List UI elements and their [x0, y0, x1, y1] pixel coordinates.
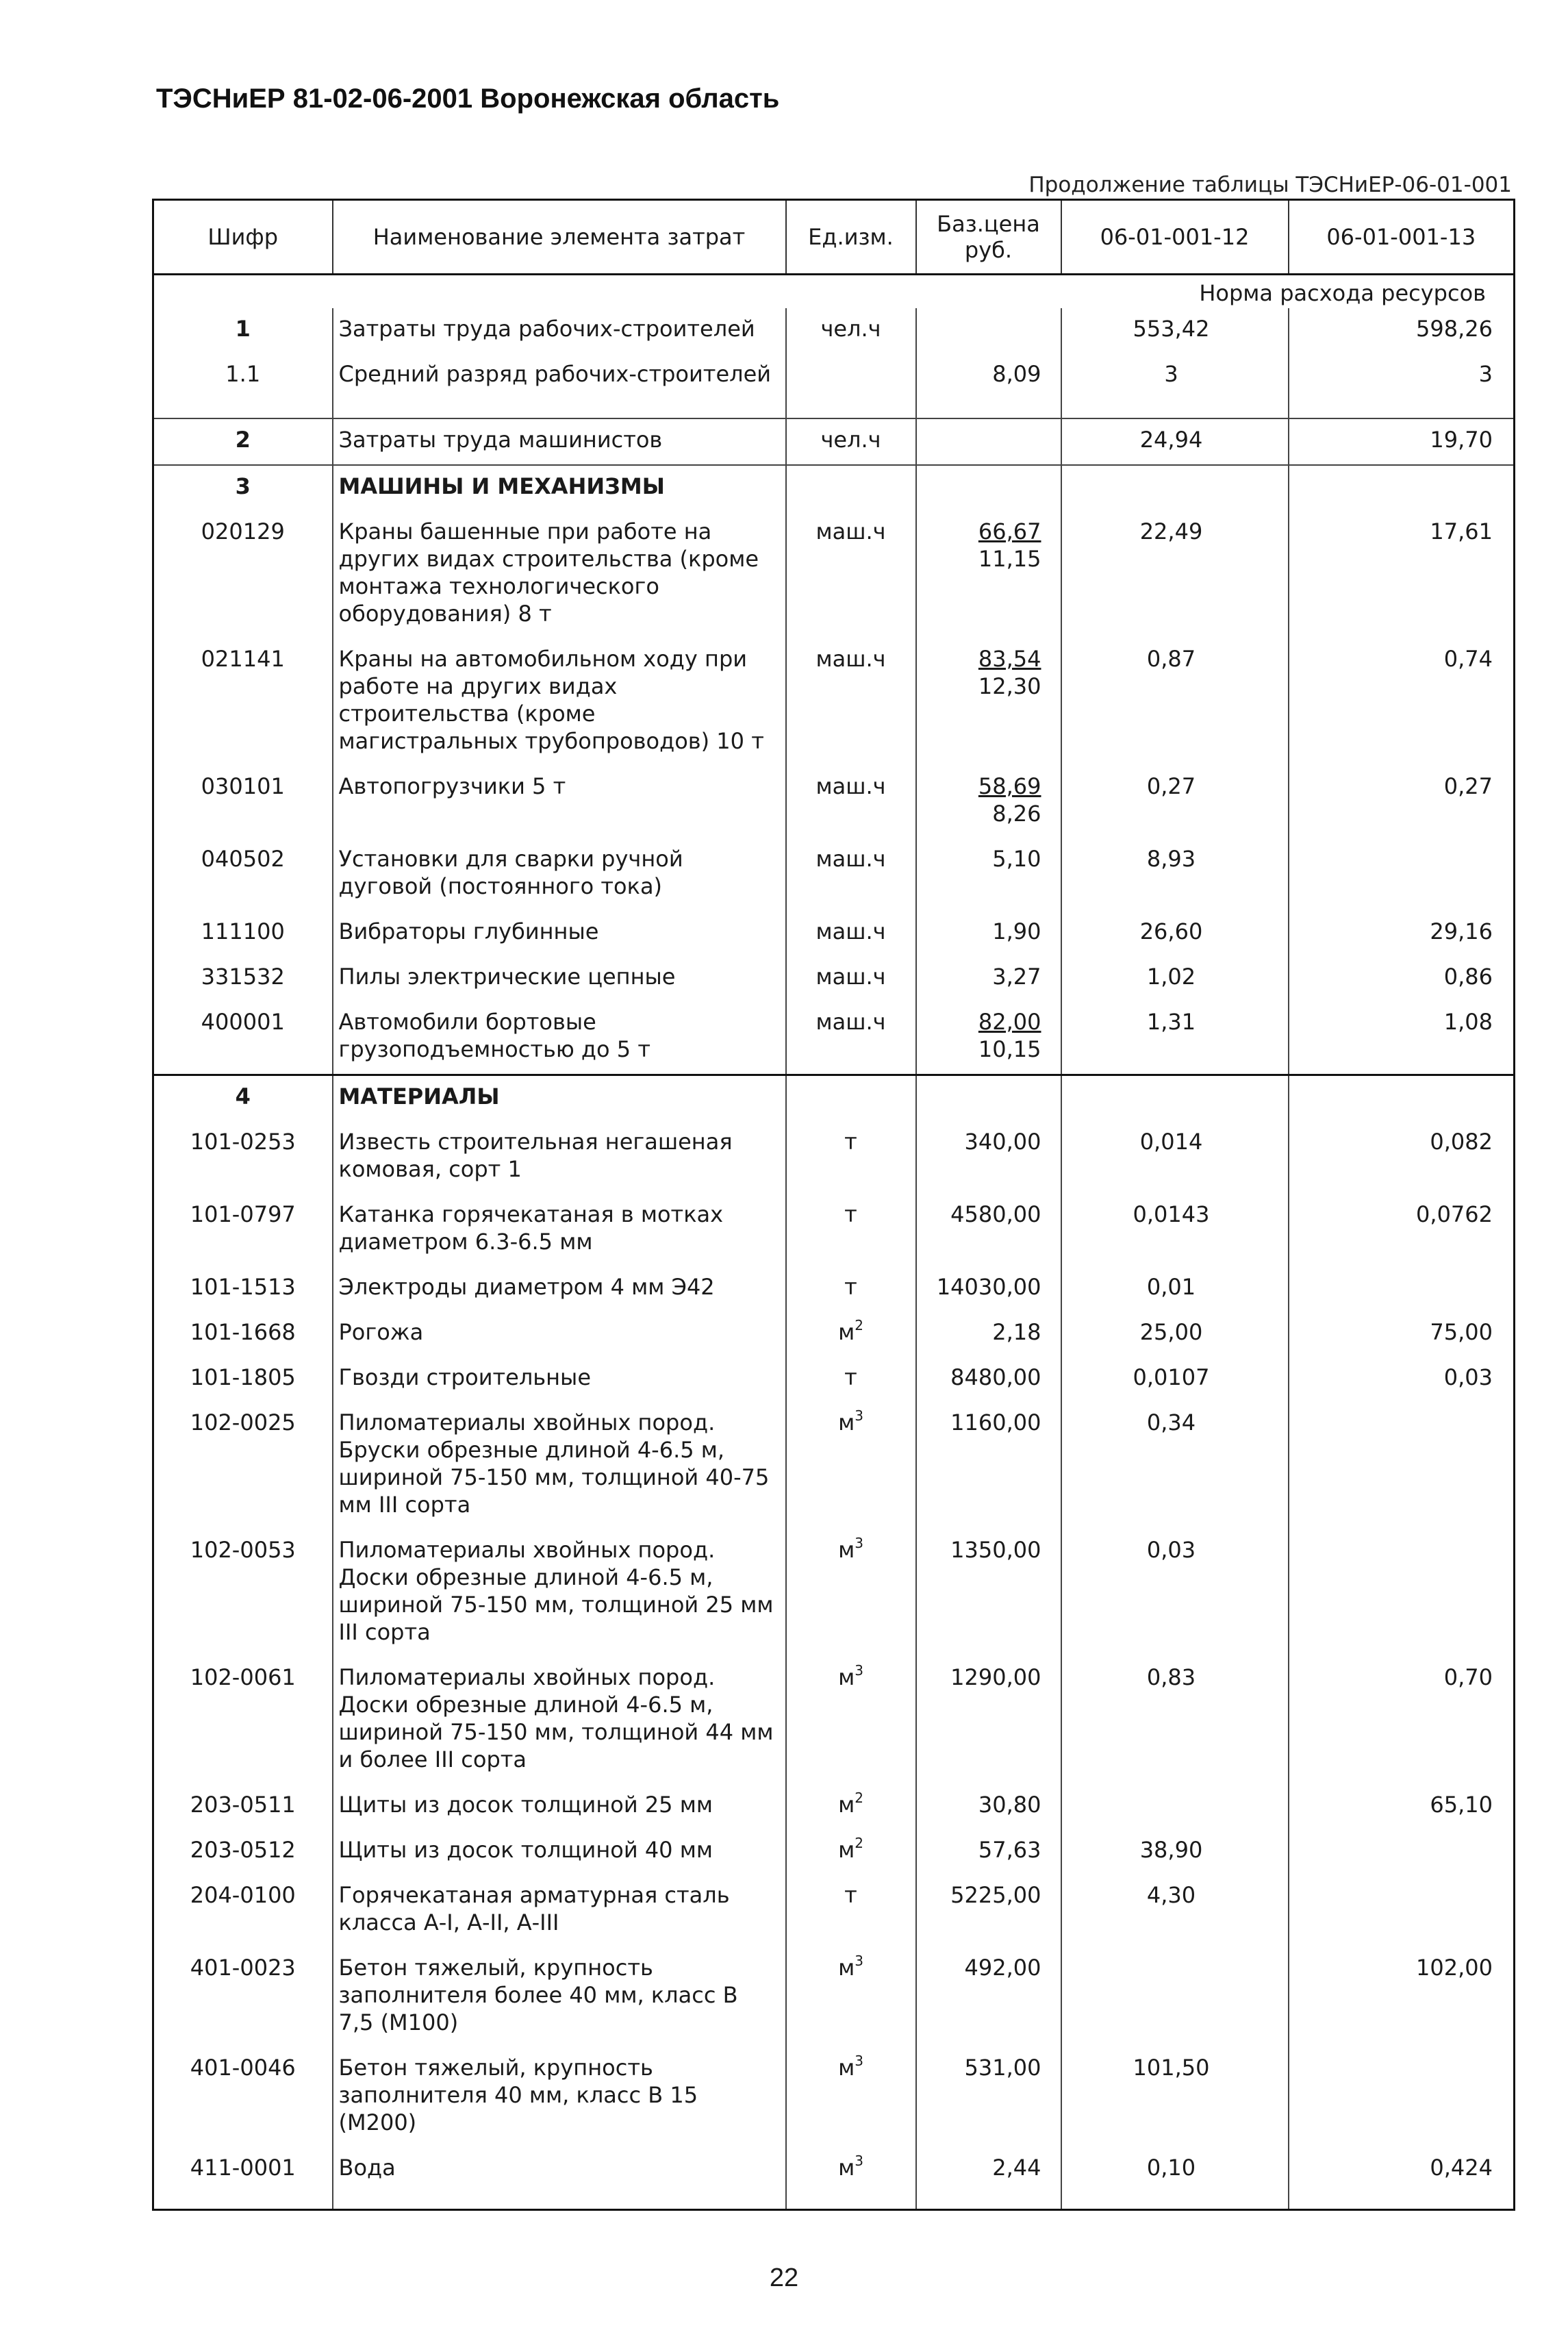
- cell-unit: [786, 911, 916, 956]
- table-row: [153, 1829, 1515, 1875]
- price-value: 1350,00: [950, 1537, 1041, 1563]
- price-value: 1160,00: [950, 1409, 1041, 1435]
- cell-unit: [786, 1194, 916, 1266]
- table-row: [153, 1357, 1515, 1402]
- cell-unit: [786, 511, 916, 638]
- header-price: Баз.цена руб.: [916, 200, 1061, 275]
- cell-norm-13: [1289, 1529, 1515, 1657]
- price-value: 1,90: [992, 918, 1041, 944]
- unit-text: маш.ч: [815, 964, 886, 990]
- cell-base-price: [916, 511, 1061, 638]
- cell-code: 030101: [201, 773, 285, 799]
- cell-code: 102-0025: [190, 1409, 296, 1435]
- cell-name: МАТЕРИАЛЫ: [333, 1075, 786, 1122]
- cell-code: 401-0046: [190, 2055, 296, 2081]
- table-body: [153, 275, 1515, 2210]
- cell-name: Автопогрузчики 5 т: [333, 766, 786, 838]
- table-row: [153, 838, 1515, 911]
- cell-base-price: [916, 838, 1061, 911]
- norm-label-row: [153, 275, 1515, 309]
- cell-code: 101-1805: [190, 1364, 296, 1390]
- cell-norm-12: 0,34: [1061, 1402, 1289, 1529]
- cell-code: 400001: [201, 1009, 285, 1035]
- cell-name: Горячекатаная арматурная сталь класса А-I, А-II, А-III: [333, 1875, 786, 1947]
- unit-text: маш.ч: [815, 773, 886, 799]
- table-row: [153, 1001, 1515, 1075]
- cell-norm-12: 0,83: [1061, 1657, 1289, 1784]
- cell-norm-13: [1289, 1266, 1515, 1312]
- cell-base-price: [916, 766, 1061, 838]
- cell-norm-13: 65,10: [1289, 1784, 1515, 1829]
- price-value: 3,27: [992, 964, 1041, 990]
- cell-name: Вибраторы глубинные: [333, 911, 786, 956]
- price-value: 1290,00: [950, 1664, 1041, 1690]
- cell-name: Краны башенные при работе на других видах строительства (кроме монтажа технологического оборудования) 8 т: [333, 511, 786, 638]
- cell-norm-12: 25,00: [1061, 1312, 1289, 1357]
- cell-name: Пиломатериалы хвойных пород. Доски обрезные длиной 4-6.5 м, шириной 75-150 мм, толщиной 25 мм III сорта: [333, 1529, 786, 1657]
- cell-norm-13: 102,00: [1289, 1947, 1515, 2047]
- cell-base-price: [916, 1121, 1061, 1194]
- cell-unit: [786, 1875, 916, 1947]
- cell-norm-12: 22,49: [1061, 511, 1289, 638]
- cell-norm-12: 0,87: [1061, 638, 1289, 766]
- price-value: 2,18: [992, 1319, 1041, 1345]
- table-row: [153, 2047, 1515, 2147]
- cell-norm-12: [1061, 1947, 1289, 2047]
- cell-code: 040502: [201, 846, 285, 872]
- unit-text: м: [838, 1955, 855, 1981]
- price-value: 531,00: [964, 2055, 1041, 2081]
- table-row: [153, 1121, 1515, 1194]
- price-value: 5225,00: [950, 1882, 1041, 1908]
- cell-unit: [786, 1357, 916, 1402]
- table-row: [153, 1266, 1515, 1312]
- table-row: [153, 638, 1515, 766]
- cell-unit: [786, 1947, 916, 2047]
- table-row: [153, 353, 1515, 418]
- cell-code: 020129: [201, 518, 285, 544]
- cell-base-price: [916, 1657, 1061, 1784]
- header-col-13: 06-01-001-13: [1289, 200, 1515, 275]
- table-row: [153, 465, 1515, 511]
- price-value: 4580,00: [950, 1201, 1041, 1227]
- cell-unit: [786, 838, 916, 911]
- cell-norm-13: 0,424: [1289, 2147, 1515, 2210]
- cell-norm-13: [1289, 1402, 1515, 1529]
- cell-norm-12: 0,03: [1061, 1529, 1289, 1657]
- cell-norm-13: 17,61: [1289, 511, 1515, 638]
- header-unit: Ед.изм.: [786, 200, 916, 275]
- cell-base-price: [916, 911, 1061, 956]
- header-col-12: 06-01-001-12: [1061, 200, 1289, 275]
- price-value: 66,67: [978, 518, 1041, 544]
- cell-norm-13: 19,70: [1289, 418, 1515, 465]
- table-row: [153, 1657, 1515, 1784]
- cell-unit: [786, 1657, 916, 1784]
- cell-code: 203-0511: [190, 1792, 296, 1818]
- cell-norm-13: 0,86: [1289, 956, 1515, 1001]
- price-machinist-value: 12,30: [978, 673, 1041, 699]
- cell-norm-13: 3: [1289, 353, 1515, 418]
- cell-norm-12: 1,31: [1061, 1001, 1289, 1075]
- price-machinist-value: 11,15: [978, 546, 1041, 572]
- cell-norm-13: [1289, 1875, 1515, 1947]
- cell-unit: [786, 1075, 916, 1122]
- cell-unit: [786, 638, 916, 766]
- cell-code: 203-0512: [190, 1837, 296, 1863]
- cell-code: 1.1: [225, 361, 261, 387]
- cell-code: 331532: [201, 964, 285, 990]
- table-row: [153, 1529, 1515, 1657]
- cell-code: 4: [153, 1075, 333, 1122]
- table-row: [153, 1312, 1515, 1357]
- cell-code: 101-0253: [190, 1129, 296, 1155]
- cell-unit: [786, 1402, 916, 1529]
- unit-text: чел.ч: [820, 316, 881, 342]
- cell-norm-12: 0,27: [1061, 766, 1289, 838]
- cell-norm-12: 0,10: [1061, 2147, 1289, 2210]
- cell-norm-12: 26,60: [1061, 911, 1289, 956]
- unit-superscript: 3: [855, 1662, 863, 1679]
- unit-text: т: [844, 1364, 857, 1390]
- unit-superscript: 2: [855, 1317, 863, 1333]
- cell-name: Краны на автомобильном ходу при работе на других видах строительства (кроме магистральных трубопроводов) 10 т: [333, 638, 786, 766]
- resource-norms-table-container: [152, 199, 1513, 2211]
- cell-name: Бетон тяжелый, крупность заполнителя более 40 мм, класс В 7,5 (М100): [333, 1947, 786, 2047]
- unit-text: м: [838, 1792, 855, 1818]
- cell-unit: [786, 353, 916, 418]
- cell-code: 101-1513: [190, 1274, 296, 1300]
- cell-norm-12: 3: [1061, 353, 1289, 418]
- unit-text: м: [838, 1664, 855, 1690]
- unit-text: чел.ч: [820, 427, 881, 453]
- cell-base-price: [916, 956, 1061, 1001]
- unit-superscript: 2: [855, 1790, 863, 1806]
- table-row: [153, 308, 1515, 353]
- table-row: [153, 418, 1515, 465]
- cell-norm-12: 101,50: [1061, 2047, 1289, 2147]
- cell-name: Гвозди строительные: [333, 1357, 786, 1402]
- document-title: ТЭСНиЕР 81-02-06-2001 Воронежская область: [156, 84, 780, 114]
- resource-norms-table: [152, 199, 1515, 2211]
- table-row: [153, 1784, 1515, 1829]
- cell-name: Затраты труда машинистов: [333, 418, 786, 465]
- unit-text: маш.ч: [815, 646, 886, 672]
- unit-text: м: [838, 2155, 855, 2181]
- cell-norm-12: 0,014: [1061, 1121, 1289, 1194]
- cell-name: Установки для сварки ручной дуговой (постоянного тока): [333, 838, 786, 911]
- unit-superscript: 3: [855, 1953, 863, 1969]
- cell-norm-13: 0,03: [1289, 1357, 1515, 1402]
- cell-base-price: [916, 418, 1061, 465]
- price-value: 5,10: [992, 846, 1041, 872]
- header-name: Наименование элемента затрат: [333, 200, 786, 275]
- cell-norm-13: 75,00: [1289, 1312, 1515, 1357]
- cell-norm-12: [1061, 1075, 1289, 1122]
- cell-norm-12: 0,0143: [1061, 1194, 1289, 1266]
- cell-unit: [786, 308, 916, 353]
- unit-text: т: [844, 1201, 857, 1227]
- cell-norm-12: 553,42: [1061, 308, 1289, 353]
- cell-norm-13: 0,27: [1289, 766, 1515, 838]
- table-row: [153, 1875, 1515, 1947]
- unit-superscript: 3: [855, 1407, 863, 1424]
- cell-base-price: [916, 1075, 1061, 1122]
- cell-name: Щиты из досок толщиной 40 мм: [333, 1829, 786, 1875]
- cell-code: 102-0053: [190, 1537, 296, 1563]
- unit-text: м: [838, 2055, 855, 2081]
- cell-unit: [786, 465, 916, 511]
- cell-unit: [786, 1784, 916, 1829]
- price-value: 492,00: [964, 1955, 1041, 1981]
- cell-norm-13: 0,0762: [1289, 1194, 1515, 1266]
- cell-name: Вода: [333, 2147, 786, 2210]
- price-value: 30,80: [978, 1792, 1041, 1818]
- cell-base-price: [916, 1402, 1061, 1529]
- cell-base-price: [916, 465, 1061, 511]
- cell-name: Электроды диаметром 4 мм Э42: [333, 1266, 786, 1312]
- unit-text: маш.ч: [815, 918, 886, 944]
- price-machinist-value: 8,26: [992, 801, 1041, 827]
- cell-name: Средний разряд рабочих-строителей: [333, 353, 786, 418]
- table-row: [153, 911, 1515, 956]
- cell-base-price: [916, 1947, 1061, 2047]
- table-row: [153, 766, 1515, 838]
- cell-base-price: [916, 1194, 1061, 1266]
- table-row: [153, 511, 1515, 638]
- cell-norm-13: 598,26: [1289, 308, 1515, 353]
- cell-code: 101-0797: [190, 1201, 296, 1227]
- table-row: [153, 1075, 1515, 1122]
- cell-base-price: [916, 1875, 1061, 1947]
- unit-text: м: [838, 1837, 855, 1863]
- price-value: 14030,00: [936, 1274, 1041, 1300]
- cell-name: МАШИНЫ И МЕХАНИЗМЫ: [333, 465, 786, 511]
- cell-unit: [786, 766, 916, 838]
- table-row: [153, 2147, 1515, 2210]
- unit-text: маш.ч: [815, 846, 886, 872]
- unit-text: м: [838, 1537, 855, 1563]
- unit-text: маш.ч: [815, 1009, 886, 1035]
- cell-norm-12: 0,01: [1061, 1266, 1289, 1312]
- cell-norm-12: 8,93: [1061, 838, 1289, 911]
- unit-text: т: [844, 1129, 857, 1155]
- table-continuation-caption: Продолжение таблицы ТЭСНиЕР-06-01-001: [1028, 173, 1512, 197]
- unit-text: т: [844, 1882, 857, 1908]
- cell-name: Известь строительная негашеная комовая, сорт 1: [333, 1121, 786, 1194]
- cell-base-price: [916, 1357, 1061, 1402]
- norm-label: Норма расхода ресурсов: [1199, 280, 1486, 306]
- cell-norm-12: 24,94: [1061, 418, 1289, 465]
- cell-base-price: [916, 1001, 1061, 1075]
- cell-name: Затраты труда рабочих-строителей: [333, 308, 786, 353]
- cell-norm-12: 4,30: [1061, 1875, 1289, 1947]
- cell-name: Щиты из досок толщиной 25 мм: [333, 1784, 786, 1829]
- cell-code: 101-1668: [190, 1319, 296, 1345]
- cell-norm-13: [1289, 2047, 1515, 2147]
- cell-norm-12: 38,90: [1061, 1829, 1289, 1875]
- cell-name: Бетон тяжелый, крупность заполнителя 40 мм, класс В 15 (М200): [333, 2047, 786, 2147]
- unit-superscript: 3: [855, 1535, 863, 1551]
- cell-norm-13: [1289, 1829, 1515, 1875]
- cell-norm-13: 29,16: [1289, 911, 1515, 956]
- cell-unit: [786, 1829, 916, 1875]
- cell-base-price: [916, 1266, 1061, 1312]
- price-value: 82,00: [978, 1009, 1041, 1035]
- unit-superscript: 3: [855, 2153, 863, 2169]
- table-row: [153, 1402, 1515, 1529]
- cell-norm-12: 1,02: [1061, 956, 1289, 1001]
- cell-norm-13: 0,70: [1289, 1657, 1515, 1784]
- cell-base-price: [916, 2147, 1061, 2210]
- price-value: 57,63: [978, 1837, 1041, 1863]
- price-value: 58,69: [978, 773, 1041, 799]
- cell-code: 204-0100: [190, 1882, 296, 1908]
- price-value: 8,09: [992, 361, 1041, 387]
- cell-base-price: [916, 308, 1061, 353]
- cell-name: Пиломатериалы хвойных пород. Доски обрезные длиной 4-6.5 м, шириной 75-150 мм, толщиной 44 мм и более III сорта: [333, 1657, 786, 1784]
- unit-text: маш.ч: [815, 518, 886, 544]
- cell-unit: [786, 1312, 916, 1357]
- cell-code: 3: [153, 465, 333, 511]
- cell-unit: [786, 1001, 916, 1075]
- unit-text: т: [844, 1274, 857, 1300]
- cell-unit: [786, 1529, 916, 1657]
- cell-name: Пилы электрические цепные: [333, 956, 786, 1001]
- cell-base-price: [916, 2047, 1061, 2147]
- table-row: [153, 1947, 1515, 2047]
- price-value: 83,54: [978, 646, 1041, 672]
- unit-superscript: 2: [855, 1835, 863, 1851]
- header-code: Шифр: [153, 200, 333, 275]
- cell-unit: [786, 2047, 916, 2147]
- cell-norm-13: [1289, 838, 1515, 911]
- cell-code: 1: [235, 316, 251, 342]
- cell-name: Катанка горячекатаная в мотках диаметром 6.3-6.5 мм: [333, 1194, 786, 1266]
- cell-name: Пиломатериалы хвойных пород. Бруски обрезные длиной 4-6.5 м, шириной 75-150 мм, толщиной 40-75 мм III сорта: [333, 1402, 786, 1529]
- cell-unit: [786, 2147, 916, 2210]
- price-value: 340,00: [964, 1129, 1041, 1155]
- unit-text: м: [838, 1319, 855, 1345]
- cell-base-price: [916, 638, 1061, 766]
- cell-code: 111100: [201, 918, 285, 944]
- cell-norm-13: 0,74: [1289, 638, 1515, 766]
- cell-norm-12: [1061, 1784, 1289, 1829]
- price-machinist-value: 10,15: [978, 1036, 1041, 1062]
- cell-norm-12: [1061, 465, 1289, 511]
- cell-base-price: [916, 1312, 1061, 1357]
- cell-code: 2: [153, 418, 333, 465]
- price-value: 2,44: [992, 2155, 1041, 2181]
- cell-name: Автомобили бортовые грузоподъемностью до 5 т: [333, 1001, 786, 1075]
- unit-text: м: [838, 1409, 855, 1435]
- cell-code: 411-0001: [190, 2155, 296, 2181]
- table-row: [153, 956, 1515, 1001]
- table-row: [153, 1194, 1515, 1266]
- cell-name: Рогожа: [333, 1312, 786, 1357]
- cell-code: 021141: [201, 646, 285, 672]
- price-value: 8480,00: [950, 1364, 1041, 1390]
- cell-code: 102-0061: [190, 1664, 296, 1690]
- cell-unit: [786, 1121, 916, 1194]
- cell-norm-13: 0,082: [1289, 1121, 1515, 1194]
- page-number: 22: [769, 2264, 799, 2292]
- cell-norm-13: [1289, 1075, 1515, 1122]
- cell-unit: [786, 956, 916, 1001]
- cell-base-price: [916, 1529, 1061, 1657]
- cell-norm-13: 1,08: [1289, 1001, 1515, 1075]
- cell-unit: [786, 1266, 916, 1312]
- cell-base-price: [916, 1784, 1061, 1829]
- cell-base-price: [916, 353, 1061, 418]
- cell-unit: [786, 418, 916, 465]
- unit-superscript: 3: [855, 2053, 863, 2069]
- cell-code: 401-0023: [190, 1955, 296, 1981]
- cell-norm-12: 0,0107: [1061, 1357, 1289, 1402]
- cell-norm-13: [1289, 465, 1515, 511]
- table-header-row: [153, 200, 1515, 275]
- cell-base-price: [916, 1829, 1061, 1875]
